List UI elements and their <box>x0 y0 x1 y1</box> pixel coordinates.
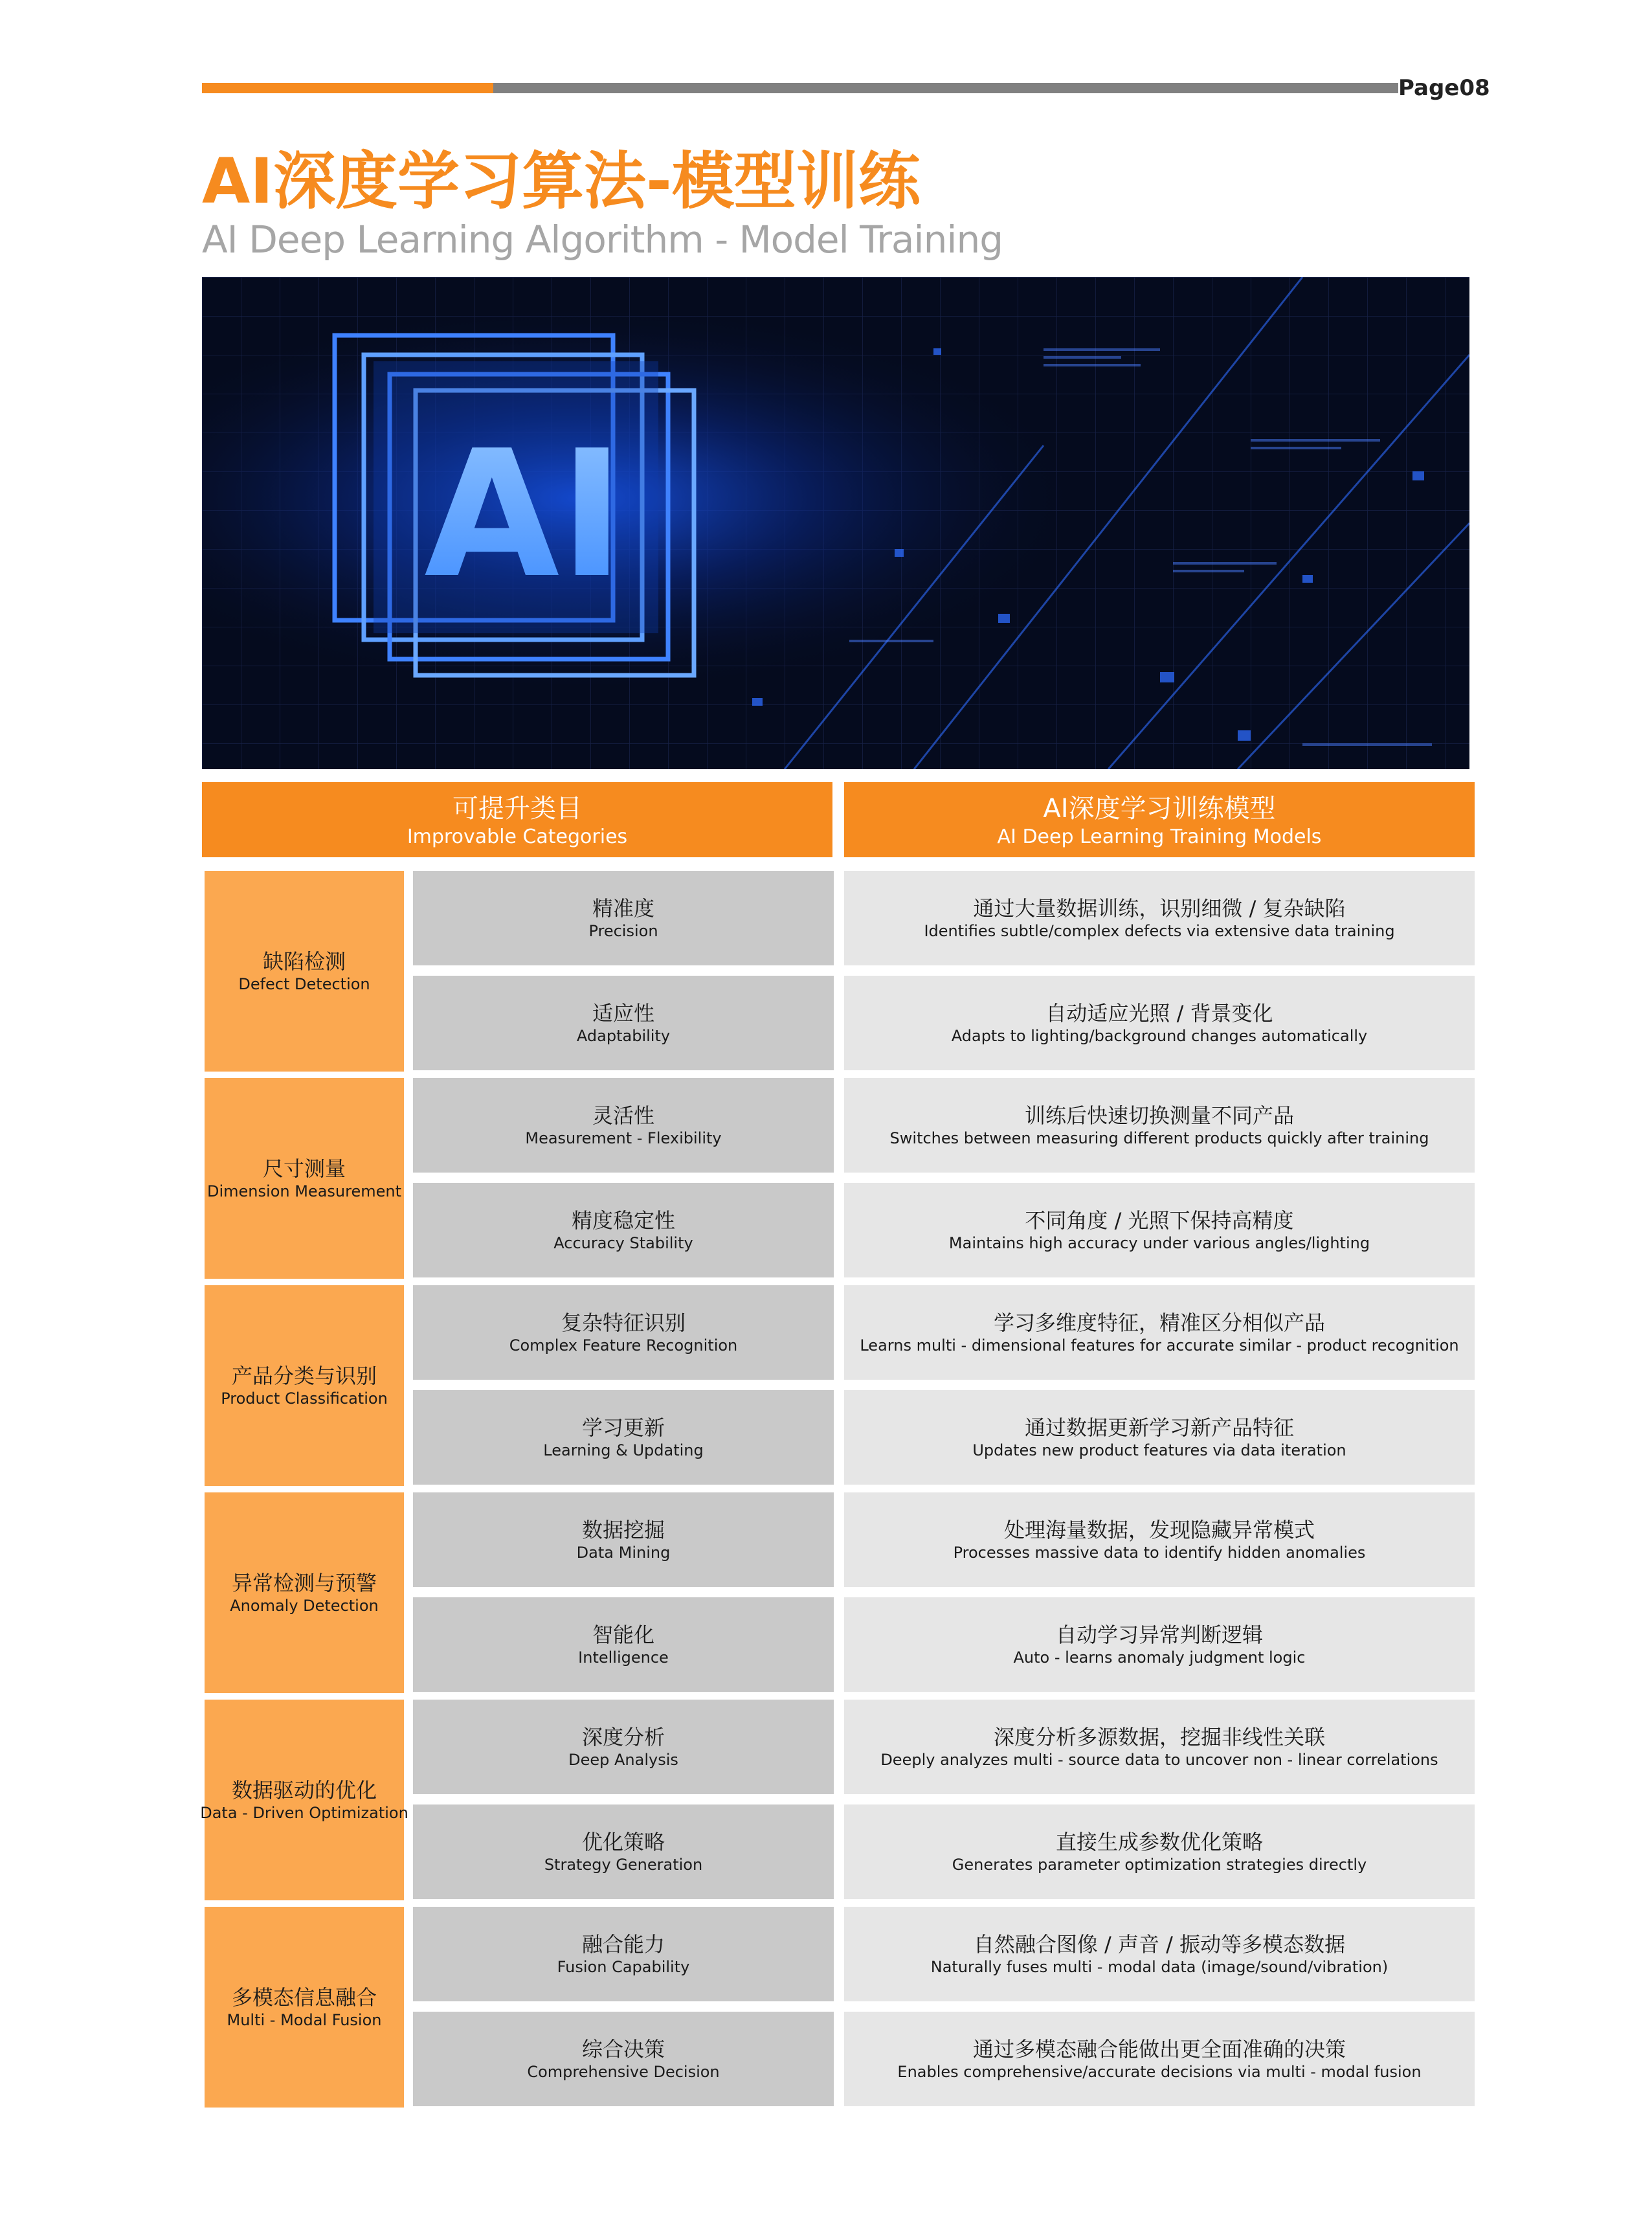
model-cell <box>844 1597 1475 1692</box>
subcategory-cn: 精度稳定性 <box>571 1208 675 1233</box>
subcategory-cell <box>413 1907 834 2001</box>
model-cn: 通过数据更新学习新产品特征 <box>1024 1415 1294 1440</box>
subcategory-cn: 智能化 <box>592 1623 654 1647</box>
category-en: Dimension Measurement <box>207 1182 401 1200</box>
model-en: Auto - learns anomaly judgment logic <box>1013 1648 1306 1667</box>
hero-ai-text: AI <box>424 412 625 616</box>
category-en: Multi - Modal Fusion <box>227 2011 382 2029</box>
model-cn: 处理海量数据，发现隐藏异常模式 <box>1003 1518 1315 1542</box>
subcategory-cell <box>413 1078 834 1173</box>
category-cell <box>205 1285 404 1486</box>
subcategory-cell <box>413 871 834 965</box>
category-cn: 数据驱动的优化 <box>231 1778 377 1803</box>
page-number: Page08 <box>1398 75 1490 101</box>
subcategory-en: Strategy Generation <box>544 1856 703 1874</box>
header-left-en: Improvable Categories <box>407 826 628 848</box>
model-cell <box>844 871 1475 965</box>
table-header-models <box>844 782 1475 857</box>
model-cn: 学习多维度特征，精准区分相似产品 <box>993 1310 1325 1335</box>
model-cell <box>844 1285 1475 1380</box>
category-cn: 异常检测与预警 <box>231 1571 377 1595</box>
model-en: Adapts to lighting/background changes automatically <box>951 1027 1368 1045</box>
subcategory-cn: 精准度 <box>592 896 654 921</box>
model-en: Switches between measuring different products quickly after training <box>889 1129 1429 1147</box>
model-en: Learns multi - dimensional features for accurate similar - product recognition <box>860 1336 1459 1355</box>
model-en: Maintains high accuracy under various angles/lighting <box>948 1234 1370 1252</box>
subcategory-cell <box>413 1700 834 1794</box>
category-cn: 缺陷检测 <box>262 949 346 974</box>
subcategory-cn: 灵活性 <box>592 1103 654 1128</box>
subcategory-en: Learning & Updating <box>543 1441 704 1459</box>
model-cn: 自动学习异常判断逻辑 <box>1055 1623 1263 1647</box>
header-left-cn: 可提升类目 <box>452 794 582 824</box>
subcategory-cell <box>413 1597 834 1692</box>
category-cell <box>205 871 404 1072</box>
model-cell <box>844 1390 1475 1485</box>
header-right-en: AI Deep Learning Training Models <box>997 826 1322 848</box>
table-header-categories <box>202 782 832 857</box>
category-en: Defect Detection <box>238 975 370 993</box>
model-en: Naturally fuses multi - modal data (image/sound/vibration) <box>930 1958 1389 1976</box>
subcategory-cell <box>413 1390 834 1485</box>
subcategory-en: Deep Analysis <box>568 1751 678 1769</box>
model-en: Updates new product features via data iteration <box>972 1441 1346 1459</box>
subcategory-en: Complex Feature Recognition <box>509 1336 738 1355</box>
subcategory-en: Adaptability <box>576 1027 671 1045</box>
subcategory-cn: 学习更新 <box>581 1415 665 1440</box>
subcategory-en: Measurement - Flexibility <box>525 1129 722 1147</box>
model-cell <box>844 1183 1475 1277</box>
subcategory-cell <box>413 2012 834 2106</box>
model-en: Processes massive data to identify hidden anomalies <box>953 1544 1366 1562</box>
header-right-cn: AI深度学习训练模型 <box>1043 794 1276 824</box>
model-cell <box>844 1078 1475 1173</box>
model-cn: 通过多模态融合能做出更全面准确的决策 <box>972 2037 1346 2062</box>
model-cell <box>844 1804 1475 1899</box>
category-cn: 尺寸测量 <box>262 1156 346 1181</box>
subcategory-en: Precision <box>588 922 658 940</box>
header-rule-bar <box>493 83 1398 93</box>
model-cell <box>844 1907 1475 2001</box>
model-en: Enables comprehensive/accurate decisions via multi - modal fusion <box>897 2063 1422 2081</box>
model-cn: 不同角度 / 光照下保持高精度 <box>1025 1208 1294 1233</box>
ai-chip-illustration <box>202 277 1469 769</box>
hero-image <box>202 277 1469 769</box>
category-en: Product Classification <box>221 1389 388 1408</box>
model-cn: 直接生成参数优化策略 <box>1055 1830 1263 1854</box>
subcategory-cn: 数据挖掘 <box>581 1518 665 1542</box>
model-cell <box>844 1700 1475 1794</box>
category-en: Anomaly Detection <box>230 1597 379 1615</box>
subcategory-en: Accuracy Stability <box>553 1234 693 1252</box>
page-title: AI深度学习算法-模型训练 <box>202 145 921 218</box>
subcategory-en: Intelligence <box>578 1648 669 1667</box>
subcategory-cn: 融合能力 <box>581 1932 665 1957</box>
model-cell <box>844 2012 1475 2106</box>
model-cn: 通过大量数据训练，识别细微 / 复杂缺陷 <box>973 896 1346 921</box>
model-cell <box>844 1492 1475 1587</box>
model-cn: 训练后快速切换测量不同产品 <box>1024 1103 1294 1128</box>
category-cn: 多模态信息融合 <box>231 1985 377 2010</box>
model-cn: 自动适应光照 / 背景变化 <box>1045 1001 1273 1026</box>
category-cell <box>200 1700 408 1900</box>
category-en: Data - Driven Optimization <box>200 1804 408 1822</box>
subcategory-en: Data Mining <box>576 1544 671 1562</box>
category-cell <box>205 1492 404 1693</box>
category-cell <box>205 1078 404 1279</box>
subcategory-en: Comprehensive Decision <box>527 2063 720 2081</box>
subcategory-cell <box>413 1804 834 1899</box>
model-cell <box>844 976 1475 1070</box>
page-subtitle: AI Deep Learning Algorithm - Model Training <box>202 218 1003 262</box>
header-accent-bar <box>202 83 493 93</box>
model-cn: 自然融合图像 / 声音 / 振动等多模态数据 <box>973 1932 1346 1957</box>
subcategory-cn: 优化策略 <box>581 1830 665 1854</box>
subcategory-cn: 深度分析 <box>581 1725 665 1749</box>
subcategory-cn: 适应性 <box>592 1001 654 1026</box>
subcategory-cell <box>413 1285 834 1380</box>
subcategory-cn: 综合决策 <box>581 2037 665 2062</box>
model-cn: 深度分析多源数据，挖掘非线性关联 <box>993 1725 1325 1749</box>
subcategory-cn: 复杂特征识别 <box>561 1310 686 1335</box>
subcategory-cell <box>413 976 834 1070</box>
model-en: Deeply analyzes multi - source data to uncover non - linear correlations <box>880 1751 1438 1769</box>
category-cell <box>205 1907 404 2108</box>
subcategory-cell <box>413 1492 834 1587</box>
subcategory-en: Fusion Capability <box>557 1958 690 1976</box>
subcategory-cell <box>413 1183 834 1277</box>
model-en: Identifies subtle/complex defects via extensive data training <box>924 922 1395 940</box>
model-en: Generates parameter optimization strategies directly <box>952 1856 1367 1874</box>
category-cn: 产品分类与识别 <box>231 1364 377 1388</box>
